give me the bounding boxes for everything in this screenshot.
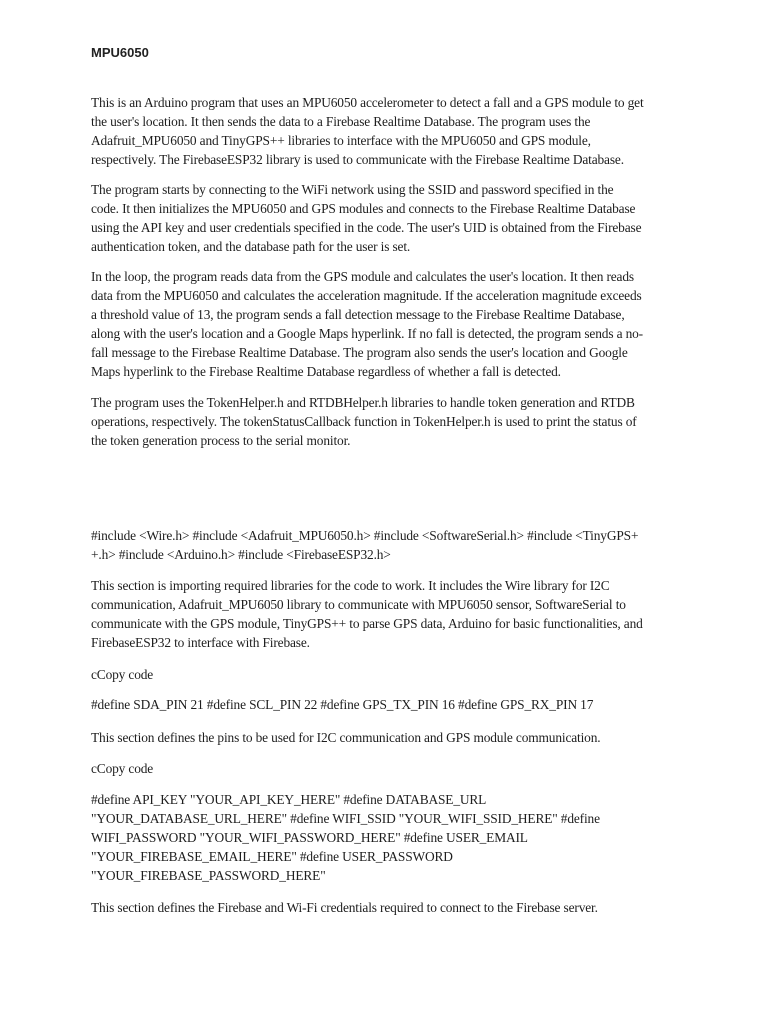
paragraph-line: This section defines the Firebase and Wi-Fi credentials required to connect to the Firebase server. (91, 900, 598, 915)
paragraph-line: cCopy code (91, 761, 154, 776)
paragraph-line: "YOUR_DATABASE_URL_HERE" #define WIFI_SSID "YOUR_WIFI_SSID_HERE" #define (91, 811, 600, 826)
paragraph-line: #define API_KEY "YOUR_API_KEY_HERE" #define DATABASE_URL (91, 792, 487, 807)
paragraph-line: "YOUR_FIREBASE_PASSWORD_HERE" (91, 868, 326, 883)
paragraph-line: This section is importing required libraries for the code to work. It includes the Wire library for I2C (91, 578, 610, 593)
paragraph-line: In the loop, the program reads data from the GPS module and calculates the user's location. It then reads (91, 269, 634, 284)
paragraph-line: Adafruit_MPU6050 and TinyGPS++ libraries to interface with the MPU6050 and GPS module, (91, 133, 591, 148)
paragraph-pins-explanation (91, 728, 683, 747)
paragraph-loop (91, 267, 683, 381)
copy-code-label (91, 759, 683, 778)
paragraph-line: This section defines the pins to be used for I2C communication and GPS module communication. (91, 730, 601, 745)
paragraph-line: #include <Wire.h> #include <Adafruit_MPU6050.h> #include <SoftwareSerial.h> #include <TinyGPS+ (91, 528, 639, 543)
code-credential-defines (91, 790, 683, 885)
paragraph-line: "YOUR_FIREBASE_EMAIL_HERE" #define USER_PASSWORD (91, 849, 453, 864)
paragraph-helpers (91, 393, 683, 450)
paragraph-includes-explanation (91, 576, 683, 652)
paragraph-line: cCopy code (91, 667, 154, 682)
code-includes (91, 526, 683, 564)
document-heading: MPU6050 (91, 45, 149, 60)
paragraph-line: communication, Adafruit_MPU6050 library to communicate with MPU6050 sensor, SoftwareSerial to (91, 597, 626, 612)
paragraph-line: fall message to the Firebase Realtime Database. The program also sends the user's location and Google (91, 345, 628, 360)
paragraph-line: FirebaseESP32 to interface with Firebase. (91, 635, 310, 650)
paragraph-line: This is an Arduino program that uses an MPU6050 accelerometer to detect a fall and a GPS module to get (91, 95, 644, 110)
paragraph-setup (91, 180, 683, 256)
paragraph-line: communicate with the GPS module, TinyGPS++ to parse GPS data, Arduino for basic functionalities, and (91, 616, 643, 631)
paragraph-credentials-explanation (91, 898, 683, 917)
paragraph-line: authentication token, and the database path for the user is set. (91, 239, 411, 254)
paragraph-line: data from the MPU6050 and calculates the acceleration magnitude. If the acceleration magnitude exceeds (91, 288, 642, 303)
paragraph-line: a threshold value of 13, the program sends a fall detection message to the Firebase Realtime Database, (91, 307, 625, 322)
paragraph-line: The program starts by connecting to the WiFi network using the SSID and password specified in the (91, 182, 614, 197)
paragraph-line: respectively. The FirebaseESP32 library is used to communicate with the Firebase Realtime Database. (91, 152, 624, 167)
paragraph-line: the token generation process to the serial monitor. (91, 433, 351, 448)
paragraph-line: WIFI_PASSWORD "YOUR_WIFI_PASSWORD_HERE" #define USER_EMAIL (91, 830, 528, 845)
paragraph-intro (91, 93, 683, 169)
paragraph-line: +.h> #include <Arduino.h> #include <FirebaseESP32.h> (91, 547, 391, 562)
paragraph-line: the user's location. It then sends the data to a Firebase Realtime Database. The program uses the (91, 114, 591, 129)
paragraph-line: The program uses the TokenHelper.h and RTDBHelper.h libraries to handle token generation and RTDB (91, 395, 635, 410)
paragraph-line: Maps hyperlink to the Firebase Realtime Database regardless of whether a fall is detected. (91, 364, 561, 379)
code-pin-defines (91, 695, 683, 714)
paragraph-line: along with the user's location and a Google Maps hyperlink. If no fall is detected, the program sends a no- (91, 326, 643, 341)
copy-code-label (91, 665, 683, 684)
paragraph-line: using the API key and user credentials specified in the code. The user's UID is obtained from the Firebase (91, 220, 642, 235)
paragraph-line: #define SDA_PIN 21 #define SCL_PIN 22 #define GPS_TX_PIN 16 #define GPS_RX_PIN 17 (91, 697, 594, 712)
paragraph-line: code. It then initializes the MPU6050 and GPS modules and connects to the Firebase Realtime Database (91, 201, 636, 216)
paragraph-line: operations, respectively. The tokenStatusCallback function in TokenHelper.h is used to print the status of (91, 414, 637, 429)
